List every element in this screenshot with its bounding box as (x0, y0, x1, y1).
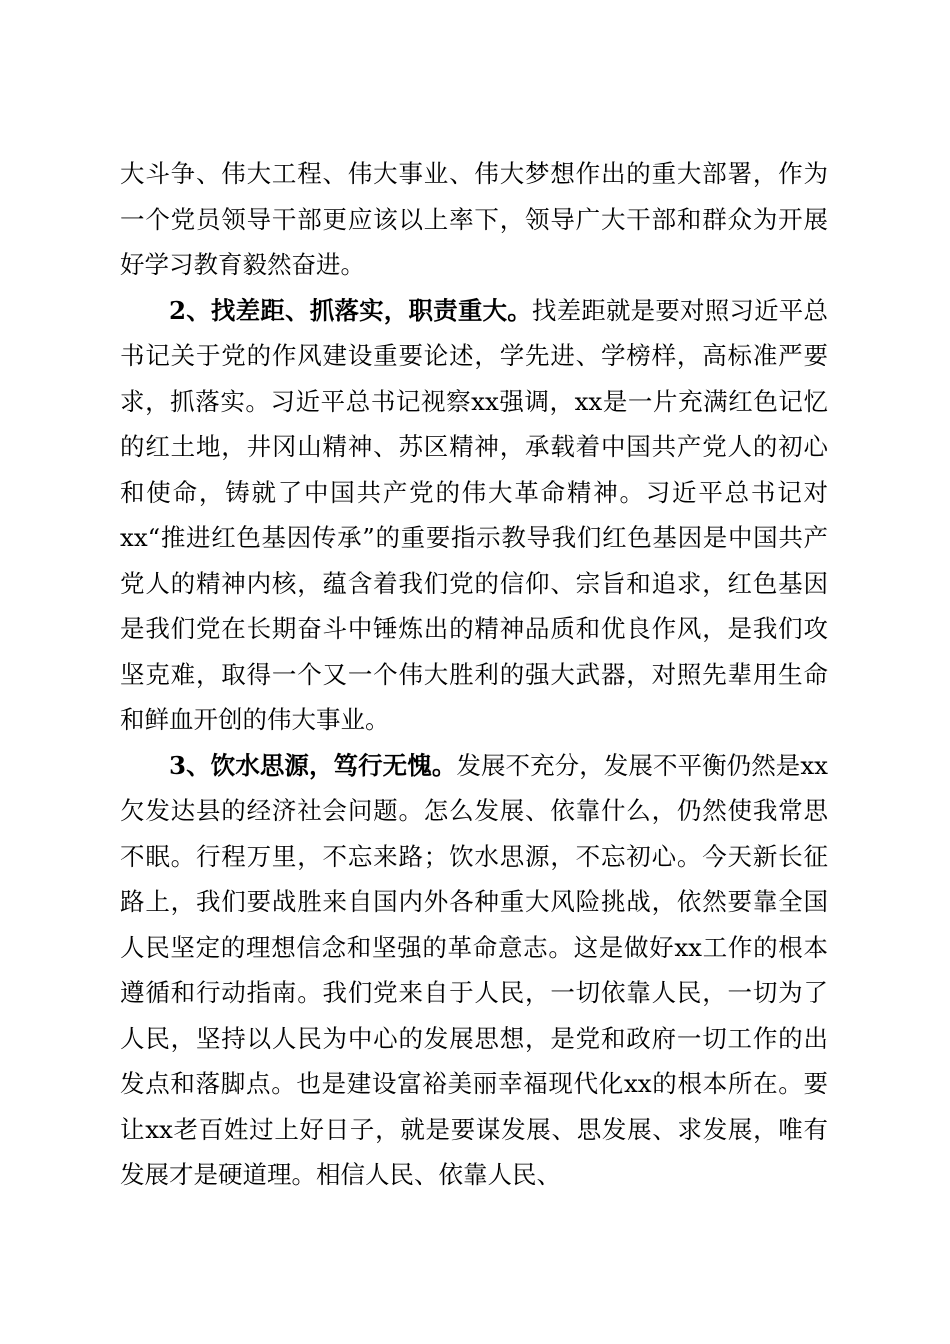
section-heading: 3、饮水思源，笃行无愧。 (169, 750, 457, 780)
paragraph-continuation (120, 151, 828, 288)
section-heading: 2、找差距、抓落实，职责重大。 (169, 295, 532, 325)
paragraph-text: 发展不充分，发展不平衡仍然是xx欠发达县的经济社会问题。怎么发展、依靠什么，仍然使我常思不眠。行程万里，不忘来路；饮水思源，不忘初心。今天新长征路上，我们要战胜来自国内外各种重大风险挑战，依然要靠全国人民坚定的理想信念和坚强的革命意志。这是做好xx工作的根本遵循和行动指南。我们党来自于人民，一切依靠人民，一切为了人民，坚持以人民为中心的发展思想，是党和政府一切工作的出发点和落脚点。也是建设富裕美丽幸福现代化xx的根本所在。要让xx老百姓过上好日子，就是要谋发展、思发展、求发展，唯有发展才是硬道理。相信人民、依靠人民、 (120, 750, 828, 1189)
body-text (120, 151, 828, 1198)
paragraph-section-3 (120, 743, 828, 1198)
paragraph-text: 找差距就是要对照习近平总书记关于党的作风建设重要论述，学先进、学榜样，高标准严要求，抓落实。习近平总书记视察xx强调，xx是一片充满红色记忆的红土地，井冈山精神、苏区精神，承载着中国共产党人的初心和使命，铸就了中国共产党的伟大革命精神。习近平总书记对xx“推进红色基因传承”的重要指示教导我们红色基因是中国共产党人的精神内核，蕴含着我们党的信仰、宗旨和追求，红色基因是我们党在长期奋斗中锤炼出的精神品质和优良作风，是我们攻坚克难，取得一个又一个伟大胜利的强大武器，对照先辈用生命和鲜血开创的伟大事业。 (120, 295, 829, 734)
paragraph-section-2 (120, 288, 828, 743)
paragraph-text: 大斗争、伟大工程、伟大事业、伟大梦想作出的重大部署，作为一个党员领导干部更应该以上率下，领导广大干部和群众为开展好学习教育毅然奋进。 (120, 159, 828, 279)
